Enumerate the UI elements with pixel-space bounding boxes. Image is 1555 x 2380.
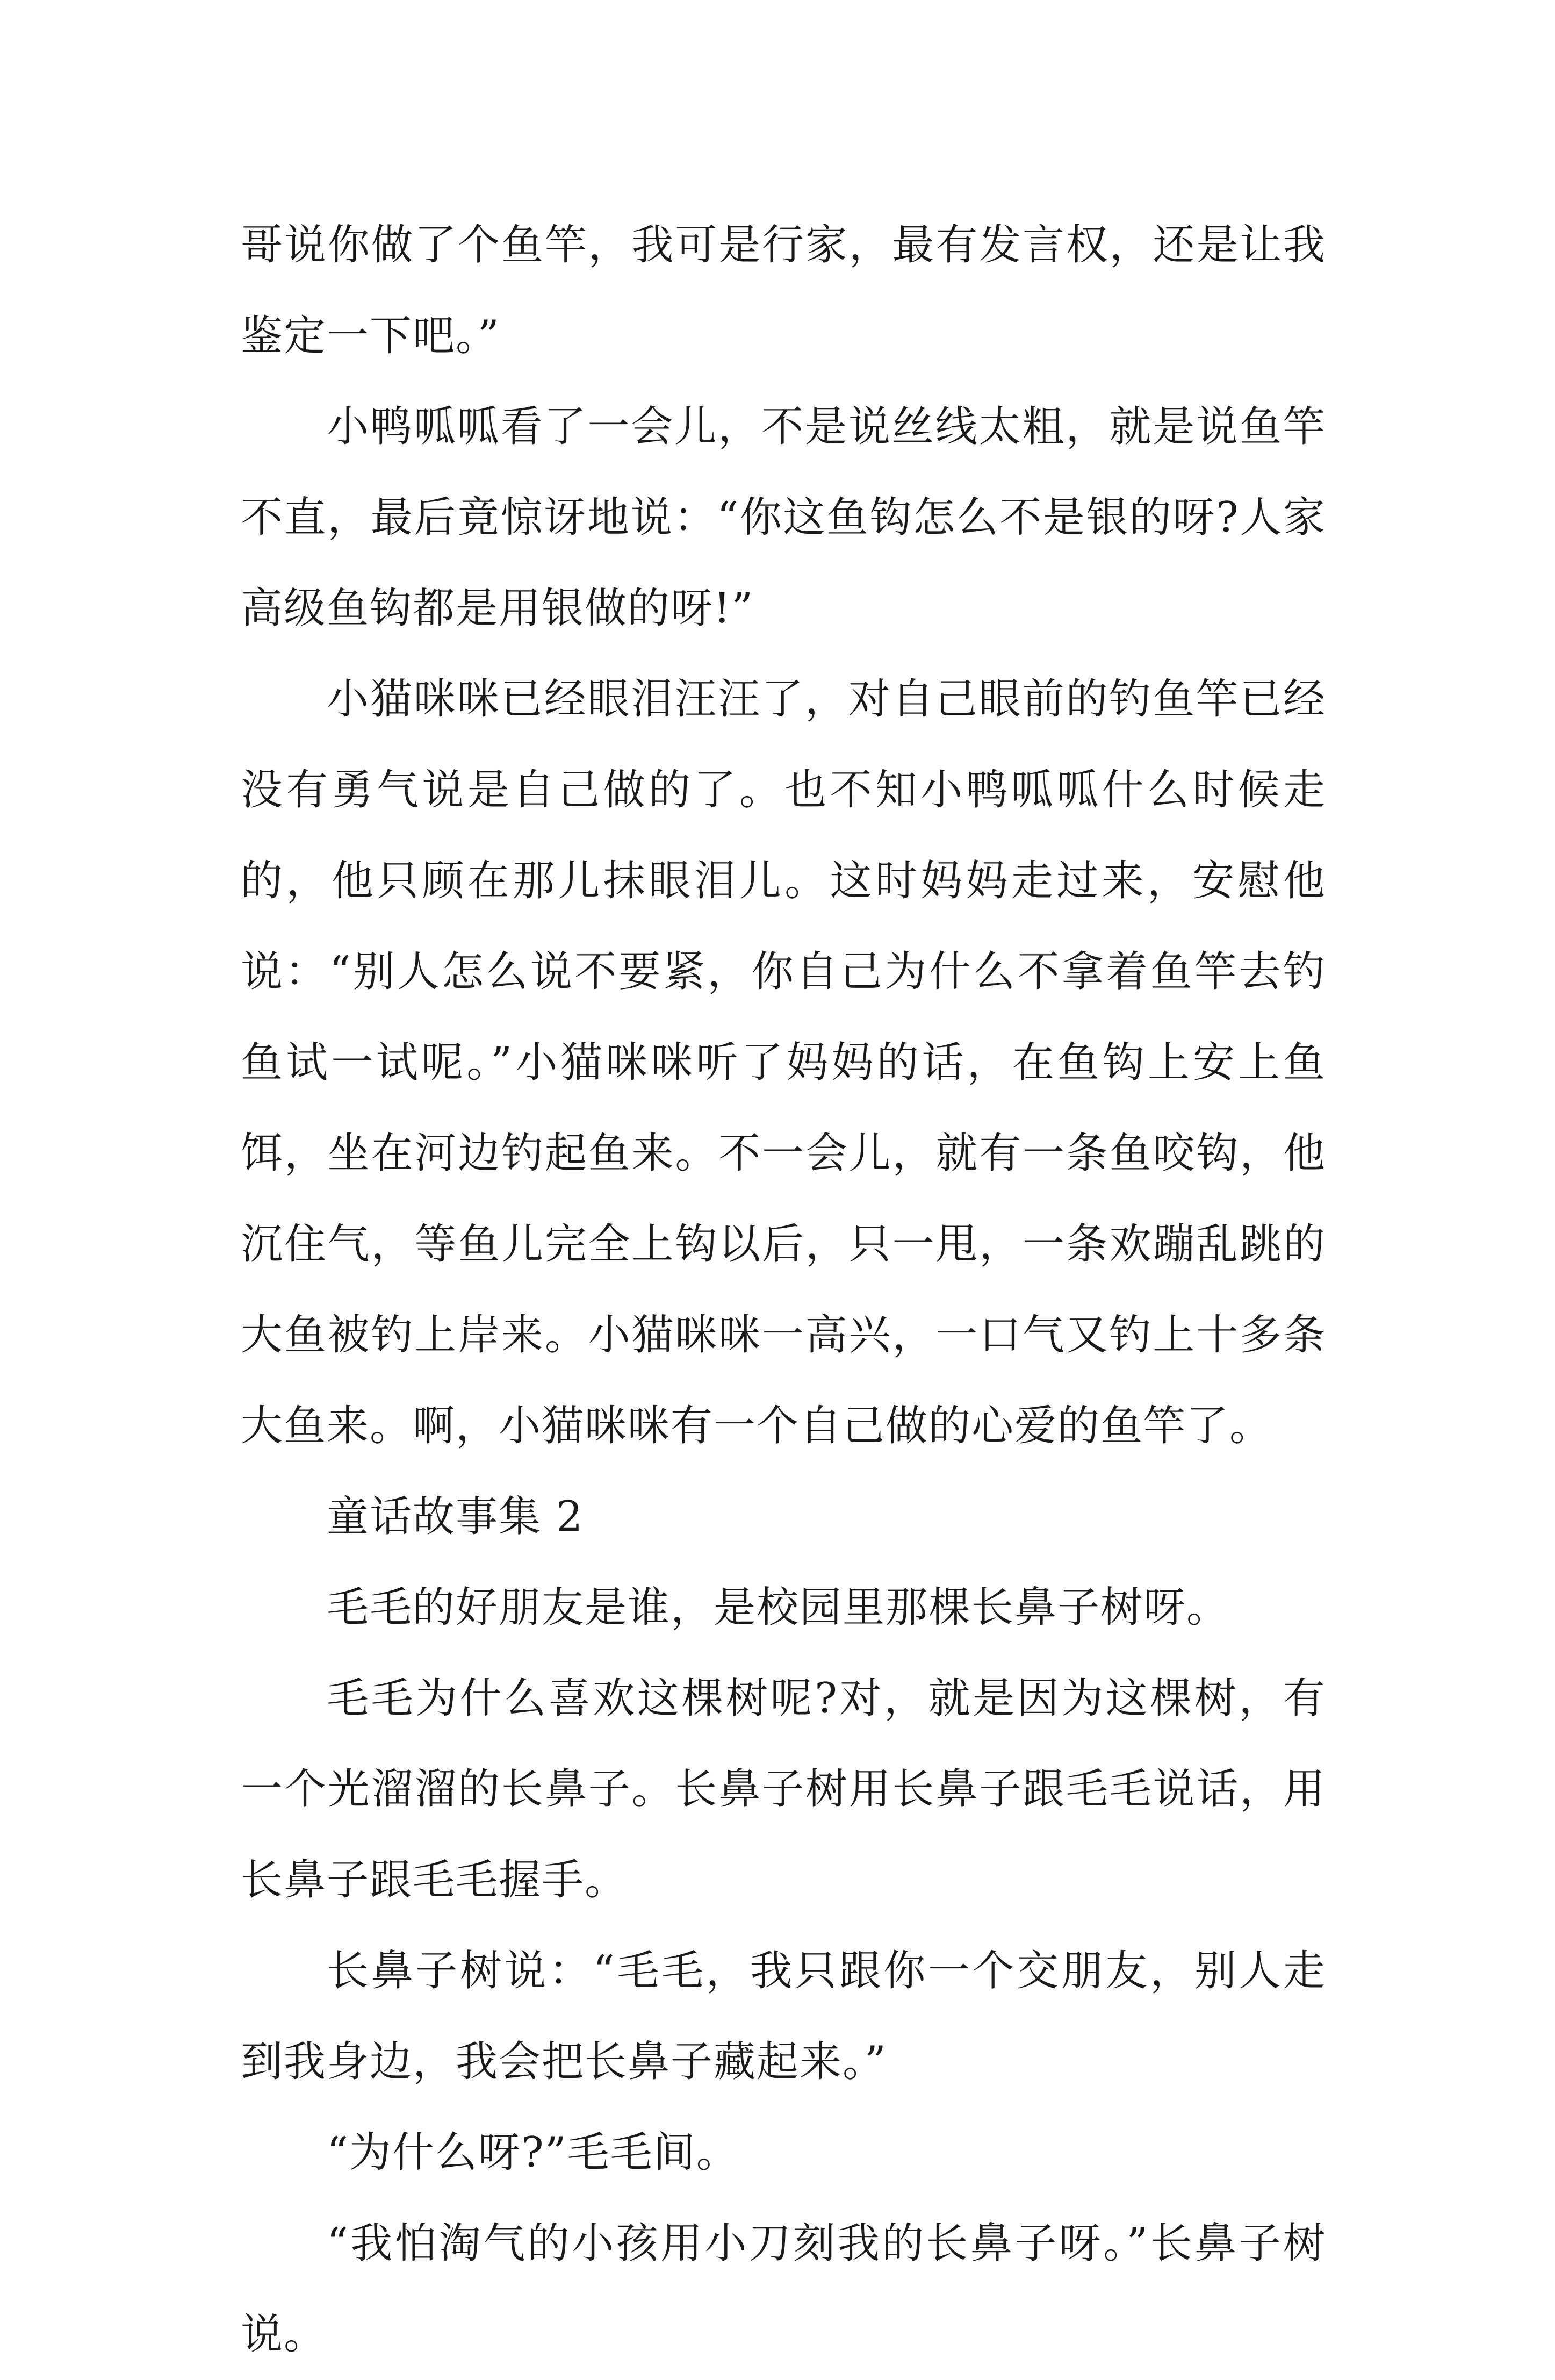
document-body: [241, 200, 1326, 2380]
paragraph-continuation: 哥说你做了个鱼竿，我可是行家，最有发言权，还是让我鉴定一下吧。”: [241, 221, 1326, 360]
paragraph: “为什么呀?”毛毛间。: [327, 2128, 739, 2177]
paragraph: 毛毛为什么喜欢这棵树呢?对，就是因为这棵树，有一个光溜溜的长鼻子。长鼻子树用长鼻子跟毛毛说话，用长鼻子跟毛毛握手。: [241, 1674, 1326, 1904]
paragraph: 小猫咪咪已经眼泪汪汪了，对自己眼前的钓鱼竿已经没有勇气说是自己做的了。也不知小鸭呱呱什么时候走的，他只顾在那儿抹眼泪儿。这时妈妈走过来，安慰他说：“别人怎么说不要紧，你自己为什么不拿着鱼竿去钓鱼试一试呢。”小猫咪咪听了妈妈的话，在鱼钩上安上鱼饵，坐在河边钓起鱼来。不一会儿，就有一条鱼咬钩，他沉住气，等鱼儿完全上钩以后，只一甩，一条欢蹦乱跳的大鱼被钓上岸来。小猫咪咪一高兴，一口气又钓上十多条大鱼来。啊，小猫咪咪有一个自己做的心爱的鱼竿了。: [241, 675, 1326, 1450]
paragraph: 毛毛的好朋友是谁，是校园里那棵长鼻子树呀。: [327, 1583, 1230, 1632]
paragraph: 小鸭呱呱看了一会儿，不是说丝线太粗，就是说鱼竿不直，最后竟惊讶地说：“你这鱼钩怎么不是银的呀?人家高级鱼钩都是用银做的呀!”: [241, 403, 1326, 633]
paragraph: “我怕淘气的小孩用小刀刻我的长鼻子呀。”长鼻子树说。: [241, 2219, 1326, 2359]
paragraph: 长鼻子树说：“毛毛，我只跟你一个交朋友，别人走到我身边，我会把长鼻子藏起来。”: [241, 1947, 1326, 2086]
section-heading: 童话故事集 2: [327, 1493, 584, 1541]
